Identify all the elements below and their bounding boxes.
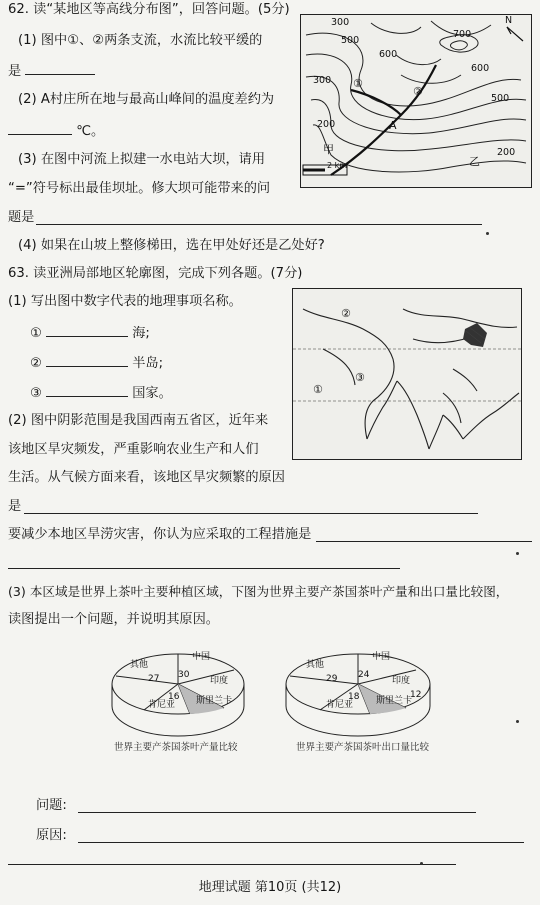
pie2-label: 12 bbox=[410, 690, 422, 700]
pie1-label: 其他 bbox=[130, 660, 149, 670]
reason-label: 原因: bbox=[36, 828, 67, 843]
item3-suffix: 国家。 bbox=[132, 386, 172, 401]
scan-speck bbox=[486, 232, 489, 235]
q62-part4-text: (4) 如果在山坡上整修梯田，选在甲处好还是乙处好? bbox=[18, 238, 325, 253]
q63-item3-row bbox=[30, 384, 172, 403]
q62-part2-text: (2) A村庄所在地与最高山峰间的温度差约为 bbox=[18, 92, 275, 107]
item1-number: ① bbox=[30, 326, 42, 341]
location-yi: 乙 bbox=[469, 155, 480, 168]
q63-part1-text: (1) 写出图中数字代表的地理事项名称。 bbox=[8, 294, 242, 309]
contour-number: 200 bbox=[497, 147, 516, 158]
map-marker-1: ① bbox=[313, 383, 323, 396]
q63-item3-blank[interactable] bbox=[46, 384, 128, 397]
question-answer-line[interactable] bbox=[78, 812, 476, 813]
item2-number: ② bbox=[30, 356, 42, 371]
q63-part2-line2: 该地区旱灾频发，严重影响农业生产和人们 bbox=[8, 442, 259, 457]
item1-suffix: 海; bbox=[132, 326, 150, 341]
pie1-label: 印度 bbox=[210, 676, 229, 686]
scale-label: 2 km bbox=[327, 161, 348, 170]
pie-chart-production bbox=[104, 640, 252, 750]
pie1-label: 30 bbox=[178, 670, 190, 680]
contour-number: 300 bbox=[313, 75, 332, 86]
reason-answer-line-1[interactable] bbox=[78, 842, 524, 843]
q62-part3-line3: 题是 bbox=[8, 210, 35, 225]
q62-part3-line2: “=”符号标出最佳坝址。修大坝可能带来的问 bbox=[8, 181, 271, 196]
asia-outline bbox=[293, 289, 521, 459]
pie2-label: 18 bbox=[348, 692, 360, 702]
q63-part2-line5: 要减少本地区旱涝灾害，你认为应采取的工程措施是 bbox=[8, 527, 312, 542]
village-a: A bbox=[389, 119, 397, 132]
contour-number: 500 bbox=[491, 93, 510, 104]
q63-part3-line1: (3) 本区域是世界上茶叶主要种植区域，下图为世界主要产茶国茶叶产量和出口量比较图， bbox=[8, 584, 509, 599]
question-label: 问题: bbox=[36, 798, 67, 813]
contour-map bbox=[300, 14, 532, 188]
q63-part2-line3: 生活。从气候方面来看，该地区旱灾频繁的原因 bbox=[8, 470, 285, 485]
item3-number: ③ bbox=[30, 386, 42, 401]
pie1-label: 斯里兰卡 bbox=[196, 696, 233, 706]
q63-header: 63. 读亚洲局部地区轮廓图，完成下列各题。(7分) bbox=[8, 266, 303, 281]
scan-speck bbox=[516, 552, 519, 555]
q63-answer-measure-line-b[interactable] bbox=[8, 568, 400, 569]
scan-speck bbox=[516, 720, 519, 723]
pie1-label: 27 bbox=[148, 674, 160, 684]
q62-part1-post: 是 bbox=[8, 64, 22, 79]
q62-header: 62. 读“某地区等高线分布图”，回答问题。(5分) bbox=[8, 2, 290, 17]
reason-answer-line-2[interactable] bbox=[8, 864, 456, 865]
q63-part2-line1: (2) 图中阴影范围是我国西南五省区，近年来 bbox=[8, 413, 269, 428]
q63-item1-row bbox=[30, 324, 150, 343]
q63-answer-measure-line-a[interactable] bbox=[316, 541, 532, 542]
tributary-1-marker: ① bbox=[353, 77, 363, 90]
tributary-2-marker: ② bbox=[413, 85, 423, 98]
pie2-label: 斯里兰卡 bbox=[376, 696, 413, 706]
contour-number: 200 bbox=[317, 119, 336, 130]
q63-part3-line2: 读图提出一个问题，并说明其原因。 bbox=[8, 612, 219, 627]
contour-number: 600 bbox=[471, 63, 490, 74]
scan-speck bbox=[420, 862, 423, 865]
pie2-label: 其他 bbox=[306, 660, 325, 670]
map-marker-2: ② bbox=[341, 307, 351, 320]
q63-part2-line4: 是 bbox=[8, 499, 22, 514]
pie2-label: 印度 bbox=[392, 676, 411, 686]
pie1-label: 16 bbox=[168, 692, 180, 702]
pie-chart-export bbox=[278, 640, 438, 750]
q63-answer-cause-line[interactable] bbox=[24, 513, 478, 514]
pie1-label: 中国 bbox=[192, 652, 211, 662]
q62-part1-text: (1) 图中①、②两条支流，水流比较平缓的 bbox=[18, 33, 263, 48]
item2-suffix: 半岛; bbox=[132, 356, 164, 371]
q62-part2-unit: ℃。 bbox=[76, 124, 105, 139]
pie2-label: 24 bbox=[358, 670, 370, 680]
q63-item2-blank[interactable] bbox=[46, 354, 128, 367]
q63-item1-blank[interactable] bbox=[46, 324, 128, 337]
q62-part1-answer-row bbox=[8, 62, 95, 81]
contour-number: 600 bbox=[379, 49, 398, 60]
pie2-label: 肯尼亚 bbox=[326, 700, 354, 710]
q63-item2-row bbox=[30, 354, 163, 373]
q62-answer1-blank[interactable] bbox=[25, 62, 95, 75]
pie1-label: 肯尼亚 bbox=[148, 700, 176, 710]
q62-part3-line1: (3) 在图中河流上拟建一水电站大坝，请用 bbox=[18, 152, 266, 167]
map-marker-3: ③ bbox=[355, 371, 365, 384]
contour-number: 300 bbox=[331, 17, 350, 28]
pie2-label: 中国 bbox=[372, 652, 391, 662]
pie1-title: 世界主要产茶国茶叶产量比较 bbox=[114, 742, 238, 753]
q62-answer3-line[interactable] bbox=[36, 224, 482, 225]
q62-part2-answer-row bbox=[8, 122, 104, 141]
pie2-label: 29 bbox=[326, 674, 338, 684]
north-label: N bbox=[505, 15, 513, 26]
pie2-title: 世界主要产茶国茶叶出口量比较 bbox=[296, 742, 430, 753]
location-jia: 甲 bbox=[323, 143, 334, 156]
contour-number: 500 bbox=[341, 35, 360, 46]
asia-map bbox=[292, 288, 522, 460]
contour-number: 700 bbox=[453, 29, 472, 40]
q62-answer2-blank[interactable] bbox=[8, 122, 72, 135]
page-footer: 地理试题 第10页 (共12) bbox=[198, 880, 342, 895]
